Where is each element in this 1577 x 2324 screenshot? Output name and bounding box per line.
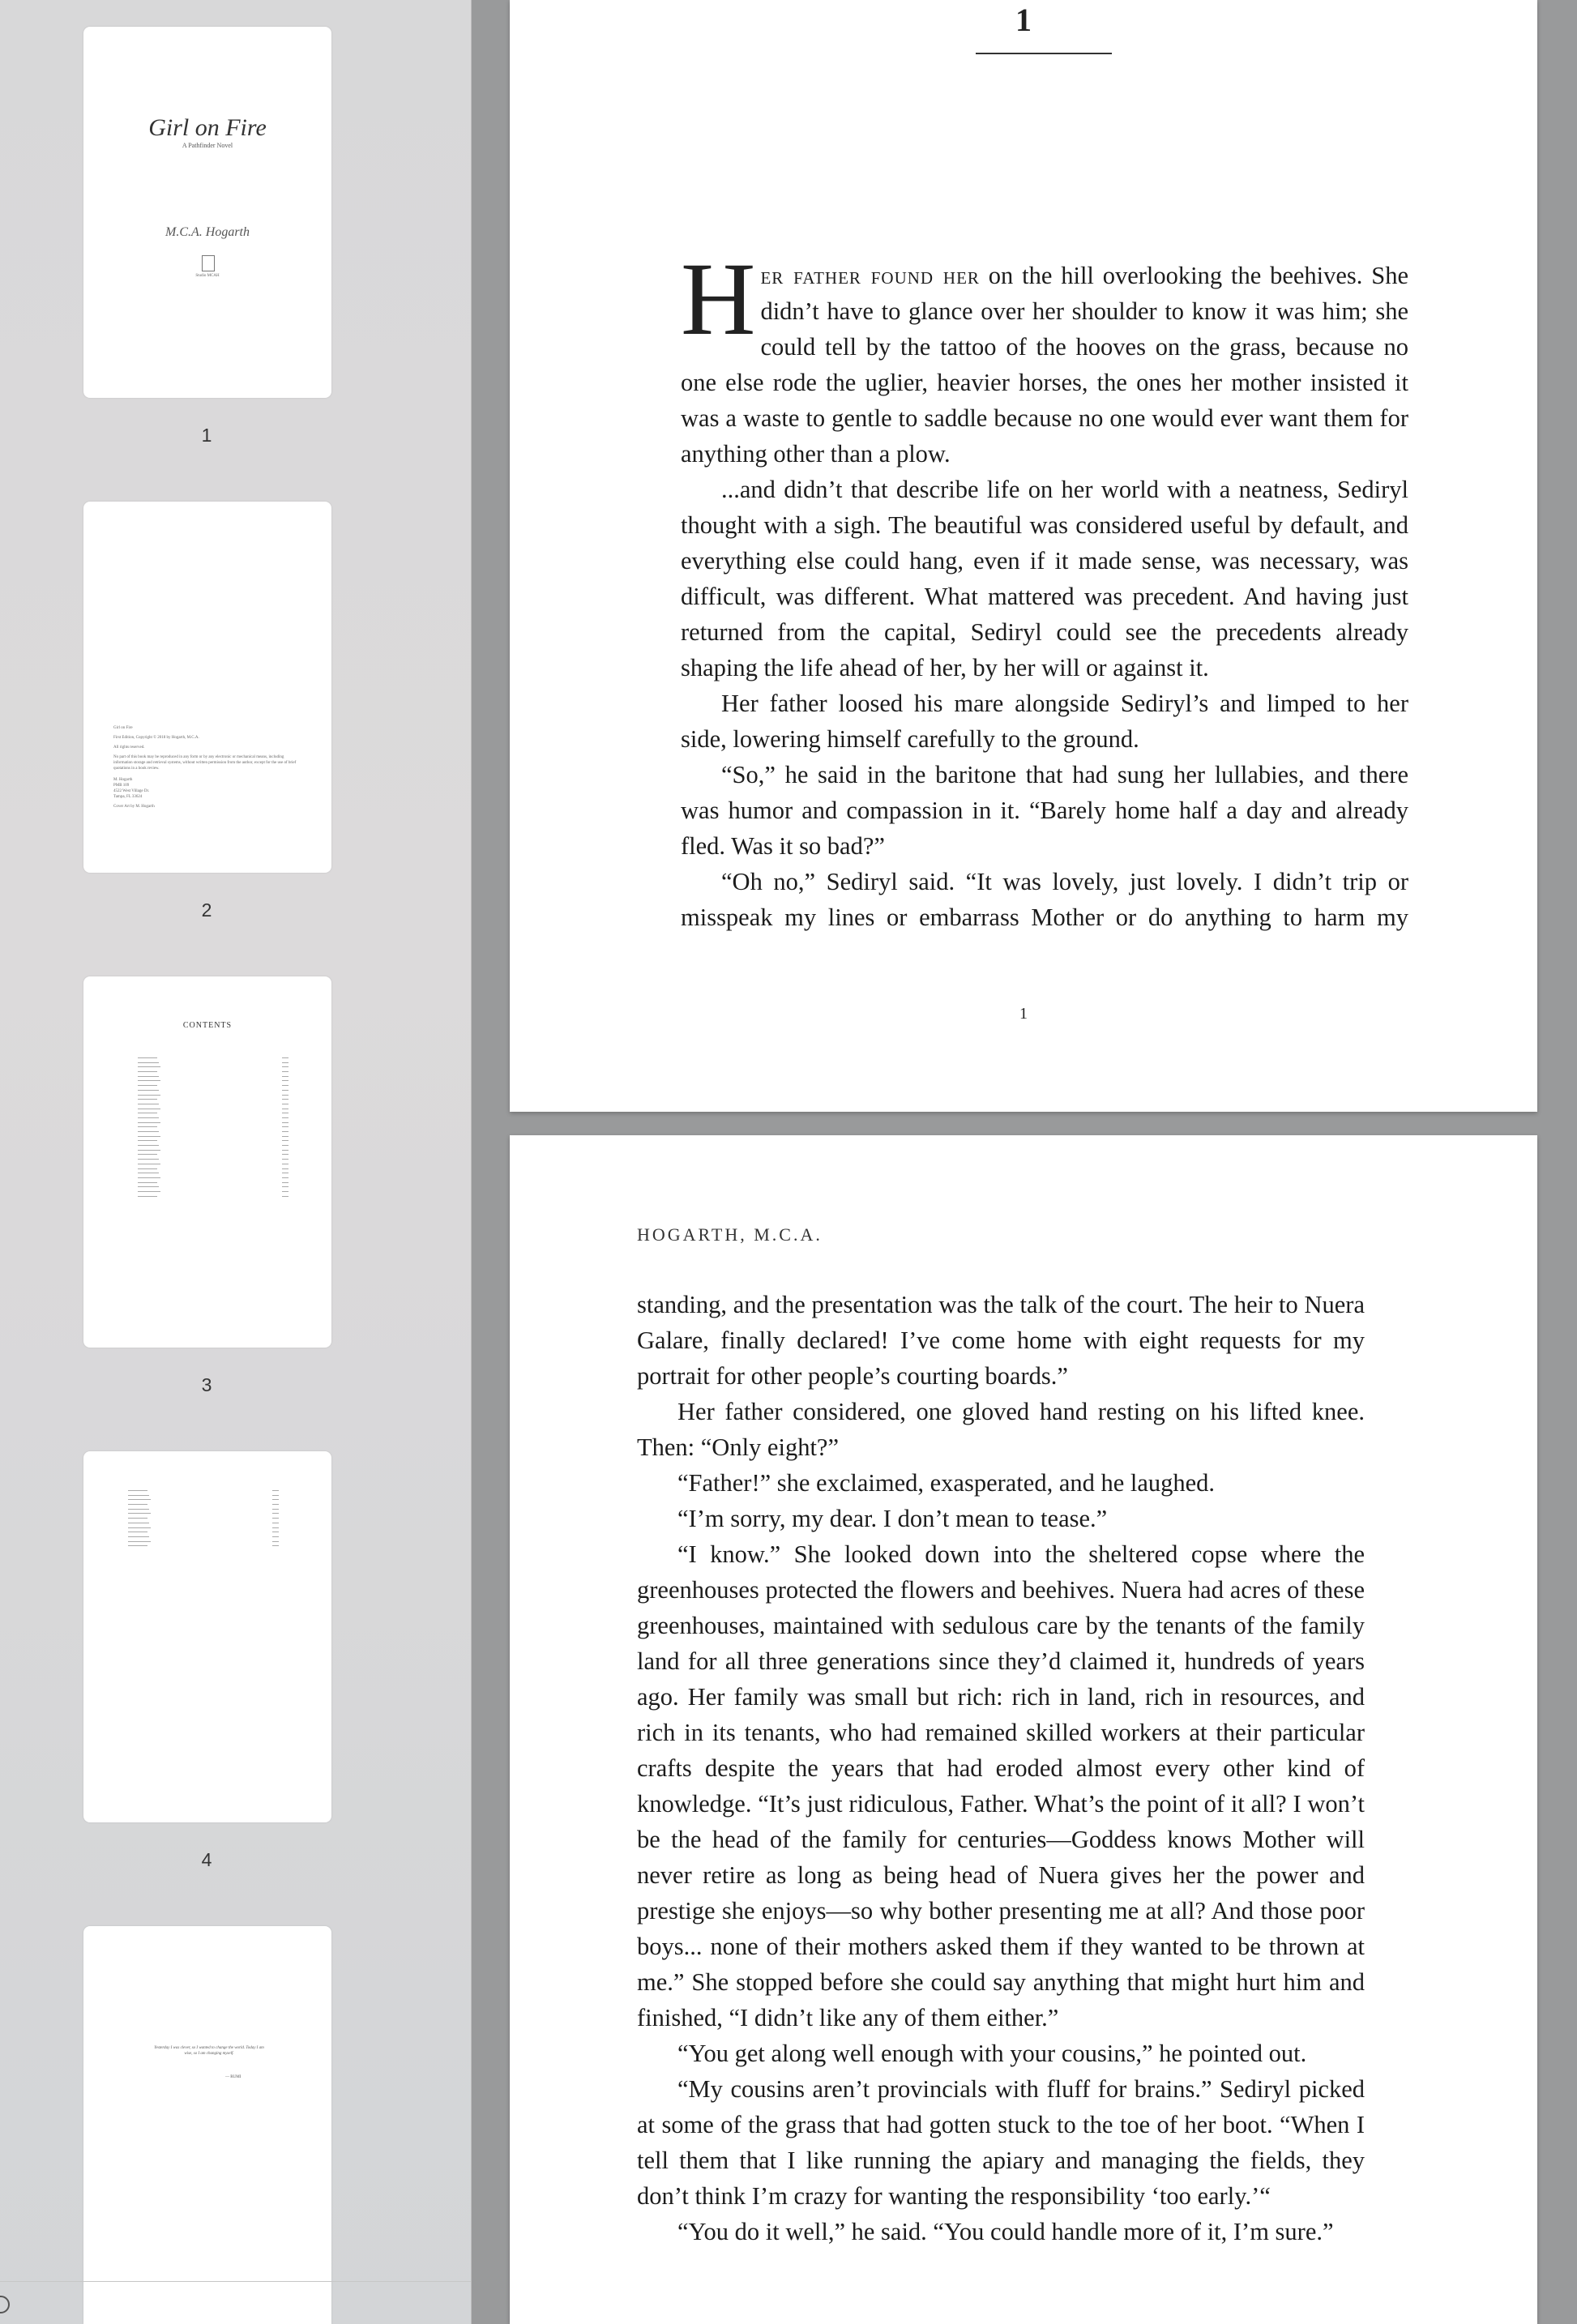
thumb-contents-lines <box>128 1489 282 1549</box>
publisher-logo-icon <box>202 255 215 271</box>
copyright-line: 4522 West Village Dr. <box>113 789 150 793</box>
page-thumbnail-1[interactable] <box>83 27 331 398</box>
thumbnail-page-number: 2 <box>201 899 212 921</box>
paragraph: “So,” he said in the baritone that had sung her lullabies, and there was humor and compassion in it. “Barely home half a day and already fled. Was it so bad?” <box>681 761 1408 860</box>
copyright-line: First Edition, Copyright © 2018 by Hogarth, M.C.A. <box>113 736 199 740</box>
copyright-line: PMB 109 <box>113 784 130 788</box>
paragraph: “I know.” She looked down into the sheltered copse where the greenhouses protected the flowers and beehives. Nuera had acres of these greenhouses, maintained with sedulous care by the tenants of the family land for all three generations since they’d claimed it, hundreds of years ago. Her family was small but rich: rich in land, rich in resources, and rich in its tenants, who had remained skilled workers at their particular crafts despite the years that had eroded almost every other kind of knowledge. “It’s just ridiculous, Father. What’s the point of it all? I won’t be the head of the family for centuries—Goddess knows Mother will never retire as long as being head of Nuera gives her the power and prestige she enjoys—so why bother presenting me at all? And those poor boys... none of their mothers asked them if they wanted to be thrown at me.” She stopped before she could say anything that might hurt him and finished, “I didn’t like any of them either.” <box>637 1540 1365 2031</box>
thumb-contents-lines <box>138 1056 292 1198</box>
paragraph-text: on the hill overlooking the beehives. She didn’t have to glance over her shoulder to know it was him; she could tell by the tattoo of the hooves on the grass, because no one else rode the uglier, heavier horses, the ones her mother insisted it was a waste to gentle to saddle because no one would ever want them for anything other than a plow. <box>681 262 1408 468</box>
thumb-author: M.C.A. Hogarth <box>165 225 250 239</box>
lead-in-smallcaps: er father found her <box>760 262 980 289</box>
thumbnail-page-number: 1 <box>201 425 212 446</box>
paragraph: Her father loosed his mare alongside Sediryl’s and limped to her side, lowering himself carefully to the ground. <box>681 690 1408 753</box>
paragraph: “My cousins aren’t provincials with fluff for brains.” Sediryl picked at some of the grass that had gotten stuck to the toe of her boot. “When I tell them that I like running the apiary and managing the fields, they don’t think I’m crazy for wanting the responsibility ‘too early.’“ <box>637 2075 1365 2210</box>
drop-cap: H <box>681 241 756 357</box>
sidebar-bottom-divider <box>0 2281 471 2282</box>
thumb-publisher: Studio MCAH <box>195 274 220 278</box>
page-body-text <box>681 241 1408 935</box>
paragraph: “Father!” she exclaimed, exasperated, and he laughed. <box>677 1469 1216 1497</box>
paragraph: “You get along well enough with your cousins,” he pointed out. <box>677 2040 1307 2067</box>
thumb-title: Girl on Fire <box>148 114 267 141</box>
thumb-toc-line <box>138 1194 292 1199</box>
opening-paragraph <box>681 241 1408 472</box>
copyright-line: Cover Art by M. Hogarth <box>113 805 155 809</box>
paragraph: Her father considered, one gloved hand resting on his lifted knee. Then: “Only eight?” <box>637 1398 1365 1461</box>
page-thumbnail-sidebar <box>0 0 472 2324</box>
copyright-line: Girl on Fire <box>113 726 133 730</box>
thumb-epigraph-attribution: — RUMI <box>225 2075 241 2079</box>
sidebar-resize-handle-icon[interactable] <box>0 2296 10 2313</box>
chapter-number: 1 <box>1015 2 1032 38</box>
copyright-line: M. Hogarth <box>113 778 133 782</box>
page-folio: 1 <box>1019 1005 1028 1023</box>
paragraph: “Oh no,” Sediryl said. “It was lovely, just lovely. I didn’t trip or misspeak my lines or embarrass Mother or do anything to harm my <box>681 868 1408 931</box>
page-thumbnail-5[interactable] <box>83 1926 331 2324</box>
copyright-line: No part of this book may be reproduced in any form or by any electronic or mechanical means, including information storage and retrieval systems, without written permission from the author, except for the use of brief quotations in a book review. <box>113 755 297 771</box>
page-thumbnail-2[interactable] <box>83 502 331 873</box>
thumb-epigraph: Yesterday I was clever, so I wanted to change the world. Today I am wise, so I am changing myself. <box>154 2046 264 2056</box>
thumbnail-page-number: 4 <box>201 1849 212 1870</box>
paragraph: “You do it well,” he said. “You could handle more of it, I’m sure.” <box>677 2218 1334 2245</box>
page-body-text <box>637 1287 1365 2249</box>
book-page-2 <box>510 1135 1537 2324</box>
page-thumbnail-4[interactable] <box>83 1451 331 1822</box>
running-head: HOGARTH, M.C.A. <box>637 1224 823 1245</box>
thumb-toc-line <box>128 1544 282 1549</box>
copyright-line: All rights reserved. <box>113 745 145 750</box>
copyright-line: Tampa, FL 33624 <box>113 795 143 799</box>
document-viewer[interactable] <box>472 0 1577 2324</box>
thumb-copyright-text <box>113 725 300 810</box>
paragraph: standing, and the presentation was the talk of the court. The heir to Nuera Galare, finally declared! I’ve come home with eight requests for my portrait for other people’s courting boards.” <box>637 1291 1365 1390</box>
book-page-1 <box>510 0 1537 1112</box>
thumb-contents-heading: CONTENTS <box>182 1021 233 1030</box>
page-thumbnail-3[interactable] <box>83 976 331 1348</box>
thumbnail-page-number: 3 <box>201 1374 212 1395</box>
paragraph: ...and didn’t that describe life on her world with a neatness, Sediryl thought with a sigh. The beautiful was considered useful by default, and everything else could hang, even if it made sense, was necessary, was difficult, was different. What mattered was precedent. And having just returned from the capital, Sediryl could see the precedents already shaping the life ahead of her, by her will or against it. <box>681 476 1408 681</box>
paragraph: “I’m sorry, my dear. I don’t mean to tease.” <box>677 1505 1108 1532</box>
chapter-rule <box>976 53 1112 54</box>
thumb-subtitle: A Pathfinder Novel <box>182 142 233 149</box>
